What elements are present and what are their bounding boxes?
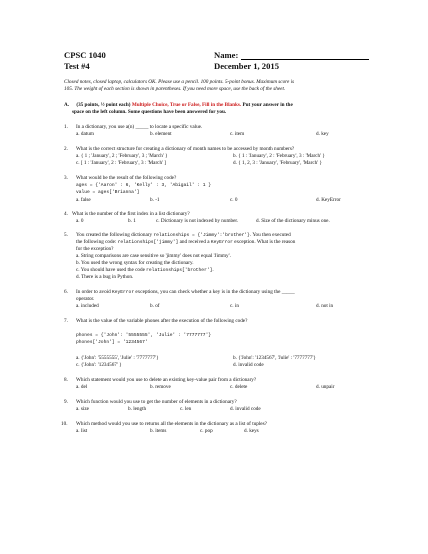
question-4-number: 4. — [64, 211, 68, 217]
question-9-option-b: b. length — [128, 406, 147, 412]
question-8-option-b: b. remove — [150, 384, 171, 390]
question-2-number: 2. — [64, 146, 68, 152]
question-5-text-1: You created the following dictionary — [76, 232, 153, 238]
question-6-line-1 — [76, 289, 295, 296]
question-1-text: In a dictionary, you use a(n) _____ to locate a specific value. — [76, 124, 203, 130]
question-3-option-a: a. false — [76, 197, 91, 203]
question-3-code-line-1: ages = {'Aaron' : 6, 'Kelly' : 3, 'Abigail' : 1 } — [76, 183, 212, 188]
question-6-line-2: operator. — [76, 296, 95, 302]
question-6-text-1: In order to avoid — [76, 289, 111, 295]
section-a-points: (35 points, ½ point each) — [76, 102, 131, 108]
question-10-option-b: b. items — [150, 428, 167, 434]
question-9-number: 9. — [64, 399, 68, 405]
section-a-rest: Put your answer in the — [242, 102, 293, 108]
question-5-text-2: . You then executed — [249, 232, 291, 238]
question-1-number: 1. — [64, 124, 68, 130]
question-7-option-d: d. invalid code — [233, 362, 264, 368]
question-10-number: 10. — [61, 421, 68, 427]
question-5-code-2: relationships['jimmy'] — [117, 240, 179, 245]
question-4-text: What is the number of the first index in a list dictionary? — [72, 211, 190, 217]
question-6-text-2: exceptions, you can check whether a key is in the dictionary using the _____ — [135, 289, 295, 295]
question-9-option-d: d. invalid code — [230, 406, 261, 412]
question-5-option-a: a. String comparisons are case sensitive so 'jimmy' does not equal 'Jimmy'. — [76, 253, 231, 259]
question-2-option-b: b. { 1 : 'January', 2 : 'February', 3 : 'March' } — [233, 153, 325, 159]
question-5-option-d: d. There is a bug in Python. — [76, 274, 134, 280]
course-title: CPSC 1040 — [64, 50, 106, 60]
question-2-text: What is the correct structure for creating a dictionary of month names to be accessed by month numbers? — [76, 146, 295, 152]
question-10-option-a: a. list — [76, 428, 88, 434]
question-7-text: What is the value of the variable phones after the execution of the following code? — [76, 318, 248, 324]
question-8-option-c: c. delete — [230, 384, 248, 390]
question-1-option-b: b. element — [150, 131, 172, 137]
question-7-code-line-1: phones = {'John': '5555555', 'Julie' : '7777777'} — [76, 333, 212, 338]
question-5-code-3: KeyError — [210, 240, 233, 245]
question-4-option-a: a. 0 — [76, 218, 84, 224]
question-6-option-a: a. included — [76, 303, 99, 309]
test-number: Test #4 — [64, 61, 90, 71]
question-8-number: 8. — [64, 377, 68, 383]
question-8-text: Which statement would you use to delete an existing key-value pair from a dictionary? — [76, 377, 257, 383]
question-7-option-c: c. {'John': '1234567' } — [76, 362, 122, 368]
question-5-option-b: b. You used the wrong syntax for creating the dictionary. — [76, 260, 194, 266]
question-6-option-d: d. not in — [316, 303, 334, 309]
test-date: December 1, 2015 — [214, 61, 279, 71]
question-10-text: Which method would you use to returns all the elements in the dictionary as a list of tuples? — [76, 421, 267, 427]
question-4-option-c: c. Dictionary is not indexed by number. — [156, 218, 239, 224]
section-a-letter: A. — [64, 102, 70, 108]
question-1-option-a: a. datum — [76, 131, 94, 137]
question-5-option-c-end: . — [212, 267, 214, 273]
question-2-option-c: c. [ 1 : 'January', 2 : 'February', 3 : 'March' ] — [76, 160, 167, 166]
question-3-code-line-2: value = ages['Brianna'] — [76, 190, 140, 195]
question-10-option-d: d. keys — [244, 428, 259, 434]
instructions-line-1: Closed notes, closed laptop, calculators OK. Please use a pencil. 100 points. 5-point bonus. Maximum score is — [64, 79, 295, 85]
question-9-option-a: a. size — [76, 406, 89, 412]
question-6-number: 6. — [64, 289, 68, 295]
question-7-option-a: a. {'John': '5555555', 'Julie' : '7777777'} — [76, 355, 159, 361]
question-5-code-1: relationships = {'Jimmy':'brother'} — [153, 233, 250, 238]
question-5-option-c-code: relationships['brother'] — [146, 268, 213, 273]
question-8-option-a: a. del — [76, 384, 88, 390]
question-5-line-3: for the exception? — [76, 246, 114, 252]
question-3-option-c: c. 0 — [230, 197, 238, 203]
question-6-option-c: c. in — [230, 303, 239, 309]
name-label: Name: — [214, 50, 239, 60]
question-5-text-4: and received a — [179, 239, 210, 245]
section-a-type: Multiple Choice, True or False, Fill in the Blanks. — [131, 102, 242, 108]
section-a-line-2: space on the left column. Some questions have been answered for you. — [72, 109, 227, 115]
question-3-text: What would be the result of the following code? — [76, 175, 177, 181]
question-5-text-5: exception. What is the reason — [234, 239, 296, 245]
question-10-option-c: c. pop — [200, 428, 213, 434]
question-4-option-d: d. Size of the dictionary minus one. — [256, 218, 330, 224]
question-4-option-b: b. 1 — [128, 218, 136, 224]
name-blank-line — [241, 59, 369, 60]
question-1-option-d: d. key — [316, 131, 329, 137]
question-1-option-c: c. item — [230, 131, 245, 137]
question-2-option-d: d. { 1, 2, 3 : 'January', 'February', 'March' } — [233, 160, 322, 166]
question-5-text-3: the following code: — [76, 239, 117, 245]
question-8-option-d: d. unpair — [316, 384, 335, 390]
question-9-option-c: c. len — [180, 406, 192, 412]
question-3-number: 3. — [64, 175, 68, 181]
question-3-option-d: d. KeyError — [316, 197, 341, 203]
question-7-option-b: b. {'John': '1234567', 'Julie' : '7777777'} — [233, 355, 316, 361]
question-5-option-c-text: c. You should have used the code — [76, 267, 145, 273]
question-6-code: KeyError — [112, 290, 135, 295]
question-6-option-b: b. of — [150, 303, 160, 309]
question-7-number: 7. — [64, 318, 68, 324]
instructions-line-2: 105. The weight of each section is shown in parentheses. If you need more space, use the back of the sheet. — [64, 86, 286, 92]
question-7-code-line-2: phones['John'] = '1234567' — [76, 340, 148, 345]
question-5-number: 5. — [64, 232, 68, 238]
question-3-option-b: b. -1 — [150, 197, 160, 203]
question-9-text: Which function would you use to get the number of elements in a dictionary? — [76, 399, 237, 405]
question-2-option-a: a. { 1 ; 'January', 2 ; 'February', 3 ; 'March' } — [76, 153, 168, 159]
